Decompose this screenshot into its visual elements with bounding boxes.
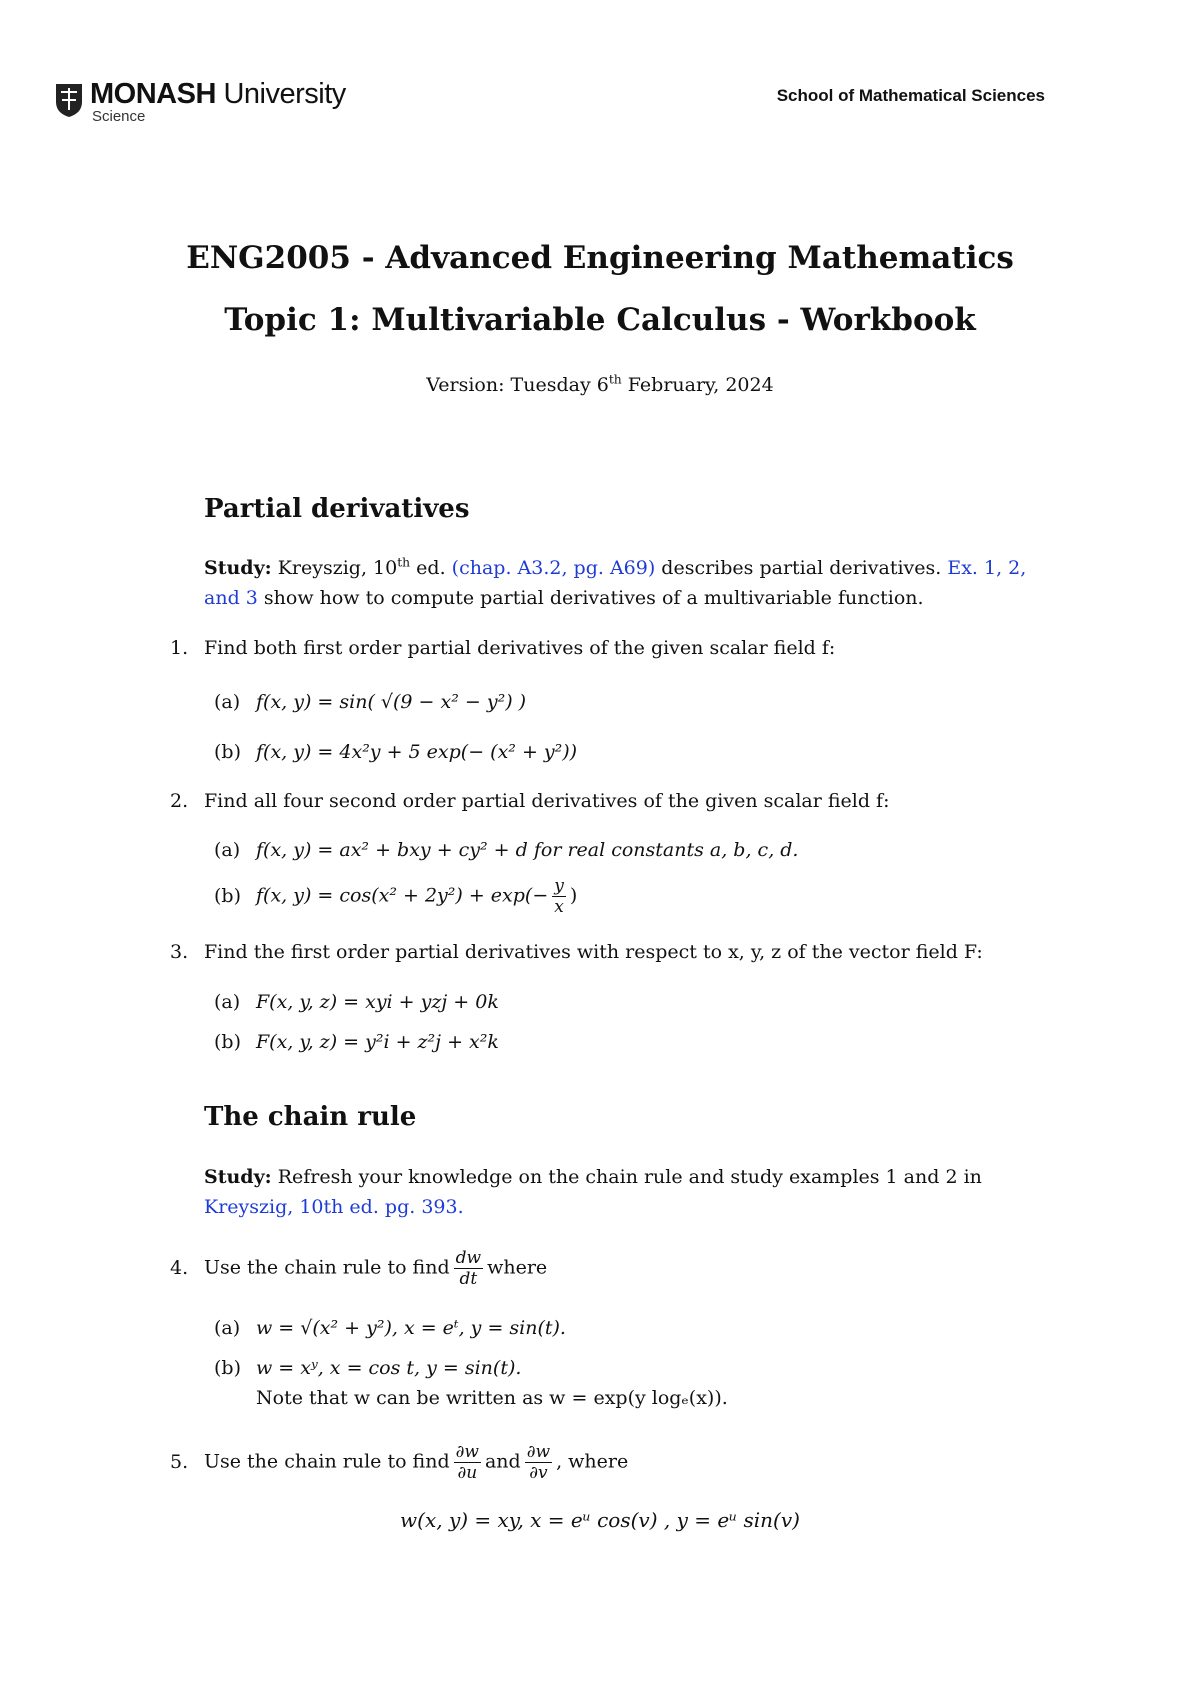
part-label: (a)	[214, 1317, 241, 1339]
fraction	[552, 876, 566, 917]
fraction	[525, 1442, 552, 1483]
fraction-numerator: ∂w	[455, 1442, 479, 1462]
question-number: 1.	[170, 637, 189, 659]
section-heading-chain-rule: The chain rule	[204, 1102, 417, 1132]
fraction-numerator: ∂w	[526, 1442, 551, 1462]
q4-part-b	[214, 1354, 521, 1382]
fraction	[454, 1248, 483, 1289]
version-suffix: February, 2024	[621, 374, 774, 396]
study-paragraph-1	[204, 553, 1054, 613]
kreyszig-link[interactable]: Kreyszig, 10th ed. pg. 393.	[204, 1196, 464, 1218]
section-heading-partial: Partial derivatives	[204, 494, 470, 524]
equation: w = √(x² + y²), x = eᵗ, y = sin(t).	[256, 1317, 566, 1339]
equation: f(x, y) = cos(x² + 2y²) + exp(−	[256, 884, 549, 907]
part-label: (a)	[214, 991, 241, 1013]
question-number: 5.	[170, 1450, 189, 1473]
part-label: (b)	[214, 1357, 241, 1379]
examples-link[interactable]: Ex. 1, 2, and 3	[204, 557, 1027, 609]
part-label: (a)	[214, 839, 241, 861]
study-text: Refresh your knowledge on the chain rule and study examples 1 and 2 in	[271, 1166, 982, 1188]
logo-name-bold: MONASH	[90, 78, 216, 110]
study-text: describes partial derivatives.	[655, 557, 948, 579]
question-text: Find the first order partial derivatives with respect to x, y, z of the vector field F:	[204, 941, 983, 963]
question-text: Find both first order partial derivatives of the given scalar field f:	[204, 637, 836, 659]
question-number: 3.	[170, 941, 189, 963]
question-text: , where	[556, 1450, 629, 1473]
question-text: Use the chain rule to find	[204, 1256, 450, 1279]
question-number: 2.	[170, 790, 189, 812]
question-text: Find all four second order partial derivatives of the given scalar field f:	[204, 790, 890, 812]
topic-title: Topic 1: Multivariable Calculus - Workbook	[224, 302, 976, 338]
chapter-link[interactable]: (chap. A3.2, pg. A69)	[451, 557, 656, 579]
part-label: (b)	[214, 884, 241, 907]
study-paragraph-2	[204, 1162, 1054, 1222]
fraction-denominator: dt	[459, 1269, 478, 1289]
study-label: Study:	[204, 557, 272, 579]
question-text: Use the chain rule to find	[204, 1450, 450, 1473]
q2-part-a	[214, 836, 798, 864]
part-label: (b)	[214, 1031, 241, 1053]
question-number: 4.	[170, 1256, 189, 1279]
version-prefix: Version: Tuesday 6	[426, 374, 609, 396]
q4-part-a	[214, 1314, 566, 1342]
q5-equation	[0, 1508, 1200, 1532]
q4-note: Note that w can be written as w = exp(y logₑ(x)).	[256, 1387, 728, 1409]
question-4	[170, 1248, 547, 1289]
equation: w(x, y) = xy, x = eᵘ cos(v) , y = eᵘ sin(v)	[400, 1508, 800, 1532]
equation: f(x, y) = ax² + bxy + cy² + d for real constants a, b, c, d.	[256, 839, 799, 861]
question-1	[170, 634, 835, 662]
logo-sub: Science	[92, 108, 146, 125]
study-text: ed.	[410, 557, 452, 579]
fraction-numerator: y	[554, 876, 564, 896]
q2-part-b	[214, 876, 577, 917]
fraction	[454, 1442, 481, 1483]
question-5	[170, 1442, 628, 1483]
monash-logo	[54, 78, 346, 125]
version-sup: th	[608, 372, 622, 387]
question-3	[170, 938, 983, 966]
version-line	[0, 374, 1200, 396]
equation: w = xʸ, x = cos t, y = sin(t).	[256, 1357, 522, 1379]
q1-part-b	[214, 738, 577, 766]
school-name: School of Mathematical Sciences	[776, 86, 1045, 105]
equation: F(x, y, z) = y²i + z²j + x²k	[256, 1031, 499, 1053]
study-label: Study:	[204, 1166, 272, 1188]
fraction-denominator: ∂v	[529, 1463, 548, 1483]
question-text: and	[484, 1450, 521, 1473]
monash-crest-icon	[54, 82, 84, 118]
equation: f(x, y) = sin( √(9 − x² − y²) )	[256, 691, 527, 713]
study-sup: th	[397, 555, 411, 570]
equation: F(x, y, z) = xyi + yzj + 0k	[256, 991, 499, 1013]
q3-part-b	[214, 1028, 499, 1056]
q1-part-a	[214, 688, 526, 716]
question-2	[170, 787, 889, 815]
q3-part-a	[214, 988, 499, 1016]
part-label: (a)	[214, 691, 241, 713]
fraction-denominator: x	[554, 897, 564, 917]
fraction-denominator: ∂u	[457, 1463, 478, 1483]
study-text: show how to compute partial derivatives of a multivariable function.	[257, 587, 924, 609]
part-label: (b)	[214, 741, 241, 763]
fraction-numerator: dw	[455, 1248, 482, 1268]
course-title: ENG2005 - Advanced Engineering Mathematics	[186, 240, 1014, 276]
question-text: where	[487, 1256, 548, 1279]
logo-name-rest: University	[215, 78, 346, 110]
equation: )	[569, 884, 578, 907]
study-text: Kreyszig, 10	[271, 557, 398, 579]
equation: f(x, y) = 4x²y + 5 exp(− (x² + y²))	[256, 741, 578, 763]
